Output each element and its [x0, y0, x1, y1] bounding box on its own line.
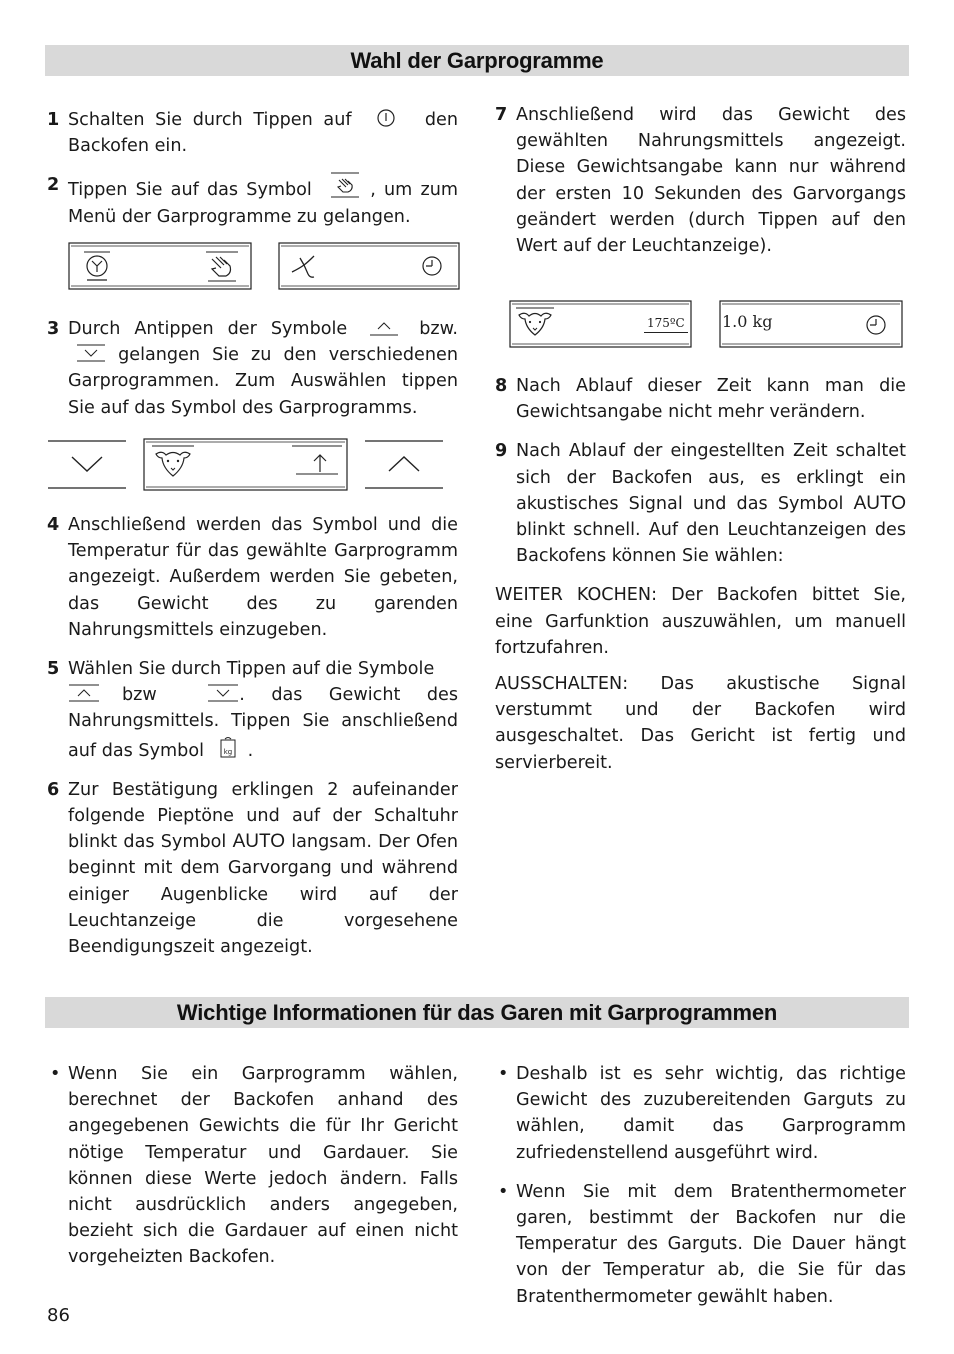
step-3: 3 Durch Antippen der Symbole bzw. gelangen Sie zu den verschiedenen Garprogrammen. Zum Auswählen tippen Sie auf das Symbol des Garprogramms. [47, 319, 459, 418]
up-arrow-icon [369, 317, 399, 337]
left-column-bullets [47, 1061, 458, 1284]
lamb-icon [516, 308, 554, 340]
page-number: 86 [47, 1305, 70, 1326]
down-button-panel [48, 440, 126, 490]
fan-function-icon [290, 252, 318, 282]
option-ausschalten: AUSSCHALTEN: Das akustische Signal verstummt und der Backofen wird ausgeschaltet. Das Gericht ist fertig und servierbereit. [495, 674, 906, 773]
bullet-item: • Deshalb ist es sehr wichtig, das richtige Gewicht des zuzubereitenden Garguts zu wählen, damit das Garprogramm zufriedenstellend ausgeführt wird. [498, 1064, 906, 1163]
down-arrow-icon [207, 683, 239, 703]
confirm-arrow-icon [292, 446, 342, 482]
display-weight: 1.0 kg [722, 312, 773, 331]
timer-clock-icon [420, 254, 444, 278]
temperature-underline [644, 332, 688, 333]
left-column-steps-4-6 [47, 512, 458, 973]
up-button-panel [365, 440, 443, 490]
hand-touch-icon [206, 252, 238, 282]
lamb-icon [152, 446, 194, 482]
step-7: 7 Anschließend wird das Gewicht des gewählten Nahrungsmittels angezeigt. Diese Gewichtsangabe kann nur während der ersten 10 Sekunden des Garvorgangs geändert werden (durch Tippen auf den Wert auf der Leuchtanzeige). [495, 105, 906, 257]
auto-symbol: AUTO [853, 492, 907, 514]
weight-kg-icon [218, 735, 238, 759]
program-clock-icon [84, 252, 110, 282]
step-2: 2 Tippen Sie auf das Symbol , um zum Menü der Garprogramme zu gelangen. [47, 172, 458, 229]
auto-symbol: AUTO [232, 831, 285, 853]
right-column-step-7 [495, 102, 906, 272]
down-arrow-icon [76, 343, 106, 363]
step-1: 1 Schalten Sie durch Tippen auf den Backofen ein. [47, 110, 459, 157]
right-column-steps-8-9 [495, 373, 906, 786]
step-5: 5 Wählen Sie durch Tippen auf die Symbole bzw . das Gewicht des Nahrungsmittels. Tippen Sie anschließend auf das Symbol kg . [47, 659, 458, 761]
bullet-item: • Wenn Sie mit dem Bratenthermometer garen, bestimmt der Backofen nur die Temperatur des Garguts. Die Dauer hängt von der Temperatur ab, die Sie für das Bratenthermometer gewählt haben. [498, 1181, 906, 1307]
section-title-wichtige-informationen: Wichtige Informationen für das Garen mit Garprogrammen [45, 997, 909, 1028]
section-title-garprogramme: Wahl der Garprogramme [45, 45, 909, 76]
bullet-item: • Wenn Sie ein Garprogramm wählen, berechnet der Backofen anhand des angegebenen Gewichts die für Ihr Gericht nötige Temperatur und Gardauer. Sie können diese Werte jedoch ändern. Falls nicht ausdrücklich anders angegeben, bezieht sich die Gardauer auf einen nicht vorgeheizten Backofen. [50, 1064, 458, 1268]
step-6: 6 Zur Bestätigung erklingen 2 aufeinander folgende Pieptöne und auf der Schaltuhr blinkt das Symbol AUTO langsam. Der Ofen beginnt mit dem Garvorgang und während einiger Augenblicke wird auf der Leuchtanzeige die vorgesehene Beendigungszeit angezeigt. [47, 779, 459, 958]
weight-kg-label: kg [223, 747, 232, 756]
up-arrow-icon [68, 683, 100, 703]
option-weiter-kochen: WEITER KOCHEN: Der Backofen bittet Sie, eine Garfunktion auszuwählen, um manuell fortzufahren. [495, 585, 906, 658]
display-temperature: 175ºC [647, 316, 685, 330]
step-9: 9 Nach Ablauf der eingestellten Zeit schaltet sich der Backofen aus, es erklingt ein akustisches Signal und das Symbol AUTO blinkt schnell. Auf den Leuchtanzeigen des Backofens können Sie wählen: [495, 441, 907, 567]
step-8: 8 Nach Ablauf dieser Zeit kann man die Gewichtsangabe nicht mehr verändern. [495, 376, 906, 423]
power-icon [376, 108, 396, 128]
timer-clock-icon [864, 313, 888, 337]
right-column-bullets [495, 1061, 906, 1323]
hand-touch-icon [330, 172, 360, 198]
step-4: 4 Anschließend werden das Symbol und die Temperatur für das gewählte Garprogramm angezeigt. Außerdem werden Sie gebeten, das Gewicht des zu garenden Nahrungsmittels einzugeben. [47, 515, 458, 640]
left-column-step-3 [47, 316, 458, 434]
left-column-steps [47, 107, 458, 243]
